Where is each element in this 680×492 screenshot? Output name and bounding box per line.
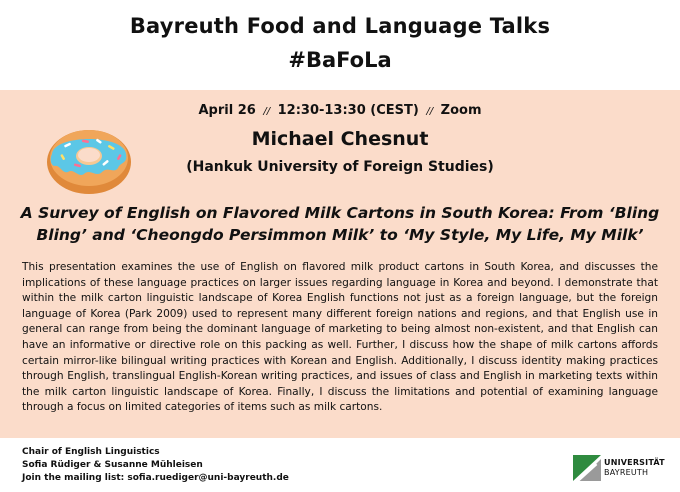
talk-panel <box>0 90 680 438</box>
speaker-name: Michael Chesnut <box>251 128 429 150</box>
event-timezone: (CEST) <box>370 103 419 118</box>
footer <box>22 446 289 485</box>
series-title: Bayreuth Food and Language Talks <box>129 14 551 38</box>
mailing-list: Join the mailing list: sofia.ruediger@uni-bayreuth.de <box>22 473 289 483</box>
hashtag: #BaFoLa <box>288 48 392 72</box>
organizers: Sofia Rüdiger & Susanne Mühleisen <box>22 460 203 470</box>
event-date: April 26 <box>198 103 256 118</box>
separator: // <box>426 106 434 117</box>
separator: // <box>263 106 271 117</box>
event-venue: Zoom <box>440 103 482 118</box>
university-bayreuth-logo-icon <box>573 455 601 481</box>
logo-text <box>604 458 665 478</box>
talk-abstract: This presentation examines the use of English on flavored milk product cartons in South Korea, and discusses the implications of these language practices on larger issues regarding language in Korea and beyond. I demonstrate that within the milk carton linguistic landscape of Korea English functions not just as a foreign language, but the foreign language of Korea (Park 2009) used to represent many different foreign nations and regions, and that English use in general can range from being the dominant language of marketing to being almost non-existent, and that English can have an informative or directive role on this packing as well. Further, I discuss how the shape of milk cartons affords certain mirror-like bilingual writing practices with Korean and English. Additionally, I discuss identity making practices through English, translingual English-Korean writing practices, and issues of class and English in marketing texts within the milk carton linguistic landscape of Korea. Finally, I discuss the limitations and potential of examining language through a focus on limited categories of items such as milk cartons. <box>22 261 658 414</box>
talk-title: A Survey of English on Flavored Milk Cartons in South Korea: From ‘Bling Bling’ and ‘Cheongdo Persimmon Milk’ to ‘My Style, My Life, My Milk’ <box>20 204 660 244</box>
event-datetime <box>0 103 680 118</box>
speaker-affiliation: (Hankuk University of Foreign Studies) <box>186 159 494 175</box>
university-logo <box>573 454 665 484</box>
logo-line-1: UNIVERSITÄT <box>604 458 665 467</box>
logo-line-2: BAYREUTH <box>604 468 649 477</box>
chair-label: Chair of English Linguistics <box>22 447 160 457</box>
header <box>0 0 680 90</box>
event-time: 12:30-13:30 <box>277 103 366 118</box>
